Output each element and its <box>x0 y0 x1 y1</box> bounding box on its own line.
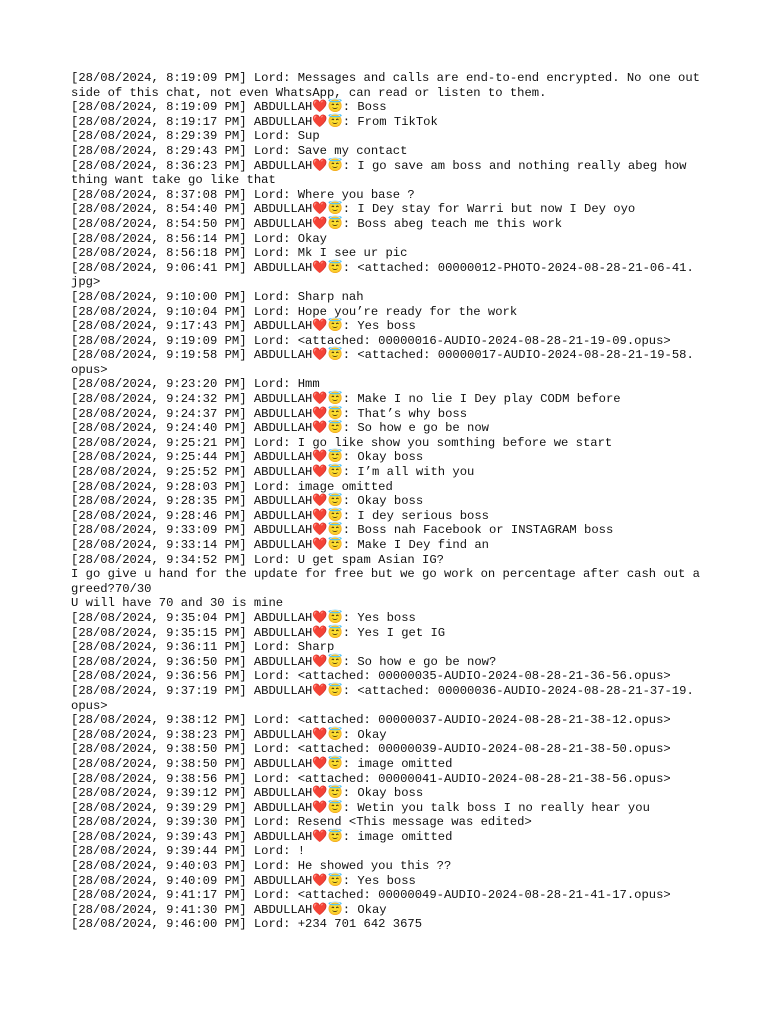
chat-line: U will have 70 and 30 is mine <box>71 596 284 611</box>
chat-line: [28/08/2024, 9:39:44 PM] Lord: ! <box>71 844 306 859</box>
chat-line: [28/08/2024, 9:25:52 PM] ABDULLAH❤️😇: I’m all with you <box>71 465 475 480</box>
chat-line: [28/08/2024, 9:38:12 PM] Lord: <attached: 00000037-AUDIO-2024-08-28-21-38-12.opus> <box>71 713 671 728</box>
chat-line: [28/08/2024, 9:23:20 PM] Lord: Hmm <box>71 377 320 392</box>
chat-line: [28/08/2024, 9:40:09 PM] ABDULLAH❤️😇: Yes boss <box>71 873 416 888</box>
chat-line: [28/08/2024, 8:37:08 PM] Lord: Where you base ? <box>71 187 415 202</box>
chat-transcript <box>71 71 701 932</box>
chat-line: [28/08/2024, 9:39:43 PM] ABDULLAH❤️😇: image omitted <box>71 829 453 844</box>
chat-line: [28/08/2024, 9:46:00 PM] Lord: +234 701 642 3675 <box>71 917 423 932</box>
chat-line: [28/08/2024, 9:19:09 PM] Lord: <attached: 00000016-AUDIO-2024-08-28-21-19-09.opus> <box>71 333 671 348</box>
chat-line: [28/08/2024, 8:19:17 PM] ABDULLAH❤️😇: From TikTok <box>71 114 438 129</box>
chat-line: [28/08/2024, 9:38:56 PM] Lord: <attached: 00000041-AUDIO-2024-08-28-21-38-56.opus> <box>71 771 671 786</box>
chat-line: [28/08/2024, 9:36:56 PM] Lord: <attached: 00000035-AUDIO-2024-08-28-21-36-56.opus> <box>71 669 671 684</box>
chat-line: [28/08/2024, 9:36:11 PM] Lord: Sharp <box>71 640 335 655</box>
chat-line: [28/08/2024, 9:28:35 PM] ABDULLAH❤️😇: Okay boss <box>71 494 424 509</box>
chat-line: [28/08/2024, 9:35:15 PM] ABDULLAH❤️😇: Yes I get IG <box>71 625 446 640</box>
chat-line: [28/08/2024, 9:19:58 PM] ABDULLAH❤️😇: <attached: 00000017-AUDIO-2024-08-28-21-19-58.opus> <box>71 348 694 377</box>
chat-line: [28/08/2024, 8:36:23 PM] ABDULLAH❤️😇: I go save am boss and nothing really abeg how thing want take go like that <box>71 158 694 188</box>
chat-line: [28/08/2024, 9:37:19 PM] ABDULLAH❤️😇: <attached: 00000036-AUDIO-2024-08-28-21-37-19.opus> <box>71 683 694 713</box>
chat-line: [28/08/2024, 9:39:30 PM] Lord: Resend <This message was edited> <box>71 815 532 830</box>
chat-line: [28/08/2024, 9:28:46 PM] ABDULLAH❤️😇: I dey serious boss <box>71 508 489 523</box>
chat-line: [28/08/2024, 9:24:37 PM] ABDULLAH❤️😇: That’s why boss <box>71 406 468 421</box>
chat-line: [28/08/2024, 9:36:50 PM] ABDULLAH❤️😇: So how e go be now? <box>71 654 497 669</box>
chat-line: [28/08/2024, 9:25:44 PM] ABDULLAH❤️😇: Okay boss <box>71 450 424 465</box>
chat-line: I go give u hand for the update for free but we go work on percentage after cash out agreed?70/30 <box>71 567 700 596</box>
chat-line: [28/08/2024, 8:19:09 PM] Lord: Messages and calls are end-to-end encrypted. No one outside of this chat, not even WhatsApp, can read or listen to them. <box>71 71 700 100</box>
chat-line: [28/08/2024, 9:38:23 PM] ABDULLAH❤️😇: Okay <box>71 727 387 742</box>
chat-line: [28/08/2024, 8:56:14 PM] Lord: Okay <box>71 231 327 246</box>
chat-line: [28/08/2024, 9:33:14 PM] ABDULLAH❤️😇: Make I Dey find an <box>71 538 489 552</box>
chat-line: [28/08/2024, 9:40:03 PM] Lord: He showed you this ?? <box>71 859 452 874</box>
chat-line: [28/08/2024, 9:24:40 PM] ABDULLAH❤️😇: So how e go be now <box>71 421 489 436</box>
chat-line: [28/08/2024, 9:10:00 PM] Lord: Sharp nah <box>71 289 364 304</box>
chat-line: [28/08/2024, 8:54:50 PM] ABDULLAH❤️😇: Boss abeg teach me this work <box>71 216 563 231</box>
chat-line: [28/08/2024, 9:41:30 PM] ABDULLAH❤️😇: Okay <box>71 902 387 917</box>
chat-line: [28/08/2024, 8:29:43 PM] Lord: Save my contact <box>71 143 408 158</box>
chat-line: [28/08/2024, 8:29:39 PM] Lord: Sup <box>71 129 320 144</box>
chat-line: [28/08/2024, 9:38:50 PM] ABDULLAH❤️😇: image omitted <box>71 756 453 771</box>
chat-line: [28/08/2024, 8:54:40 PM] ABDULLAH❤️😇: I Dey stay for Warri but now I Dey oyo <box>71 202 636 217</box>
chat-line: [28/08/2024, 9:06:41 PM] ABDULLAH❤️😇: <attached: 00000012-PHOTO-2024-08-28-21-06-41.jpg> <box>71 260 694 290</box>
chat-line: [28/08/2024, 9:34:52 PM] Lord: U get spam Asian IG? <box>71 552 444 567</box>
chat-line: [28/08/2024, 9:25:21 PM] Lord: I go like show you somthing before we start <box>71 435 613 450</box>
chat-line: [28/08/2024, 9:17:43 PM] ABDULLAH❤️😇: Yes boss <box>71 319 416 334</box>
chat-line: [28/08/2024, 9:35:04 PM] ABDULLAH❤️😇: Yes boss <box>71 610 416 625</box>
chat-line: [28/08/2024, 8:56:18 PM] Lord: Mk I see ur pic <box>71 246 408 261</box>
chat-line: [28/08/2024, 9:39:12 PM] ABDULLAH❤️😇: Okay boss <box>71 786 424 801</box>
chat-line: [28/08/2024, 9:41:17 PM] Lord: <attached: 00000049-AUDIO-2024-08-28-21-41-17.opus> <box>71 888 671 903</box>
chat-line: [28/08/2024, 8:19:09 PM] ABDULLAH❤️😇: Boss <box>71 100 387 115</box>
chat-line: [28/08/2024, 9:33:09 PM] ABDULLAH❤️😇: Boss nah Facebook or INSTAGRAM boss <box>71 523 614 538</box>
chat-line: [28/08/2024, 9:28:03 PM] Lord: image omitted <box>71 479 393 494</box>
chat-line: [28/08/2024, 9:10:04 PM] Lord: Hope you’re ready for the work <box>71 304 518 319</box>
chat-line: [28/08/2024, 9:39:29 PM] ABDULLAH❤️😇: Wetin you talk boss I no really hear you <box>71 800 650 815</box>
chat-line: [28/08/2024, 9:24:32 PM] ABDULLAH❤️😇: Make I no lie I Dey play CODM before <box>71 392 621 407</box>
chat-line: [28/08/2024, 9:38:50 PM] Lord: <attached: 00000039-AUDIO-2024-08-28-21-38-50.opus> <box>71 742 671 757</box>
